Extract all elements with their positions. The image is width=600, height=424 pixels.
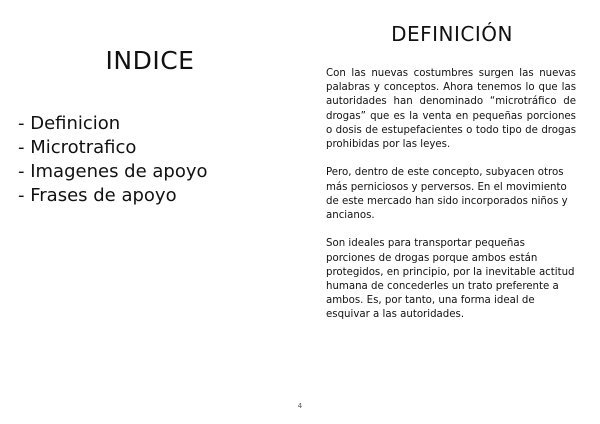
definition-page: [300, 0, 600, 424]
index-item-frases: - Frases de apoyo: [18, 185, 177, 206]
definition-paragraph-3: Son ideales para transportar pequeñas porciones de drogas porque ambos están protegidos, en principio, por la inevitable actitud humana de concederles un trato preferente a ambos. Es, por tanto, una forma ideal de esquivar a las autoridades.: [326, 238, 575, 321]
index-item-imagenes: - Imagenes de apoyo: [18, 161, 208, 182]
index-list: [18, 112, 208, 208]
index-item-microtrafico: - Microtrafico: [18, 137, 137, 158]
definition-body: [326, 67, 576, 337]
index-item-definicion: - Definicion: [18, 113, 121, 134]
index-title: INDICE: [105, 46, 195, 75]
definition-title: DEFINICIÓN: [391, 22, 513, 46]
definition-paragraph-1: Con las nuevas costumbres surgen las nuevas palabras y conceptos. Ahora tenemos lo que las autoridades han denominado “microtráfico de drogas” que es la venta en pequeñas porciones o dosis de estupefacientes o todo tipo de drogas prohibidas por las leyes.: [326, 68, 576, 151]
page-number: 4: [297, 402, 303, 410]
definition-paragraph-2: Pero, dentro de este concepto, subyacen otros más perniciosos y perversos. En el movimiento de este mercado han sido incorporados niños y ancianos.: [326, 167, 568, 222]
